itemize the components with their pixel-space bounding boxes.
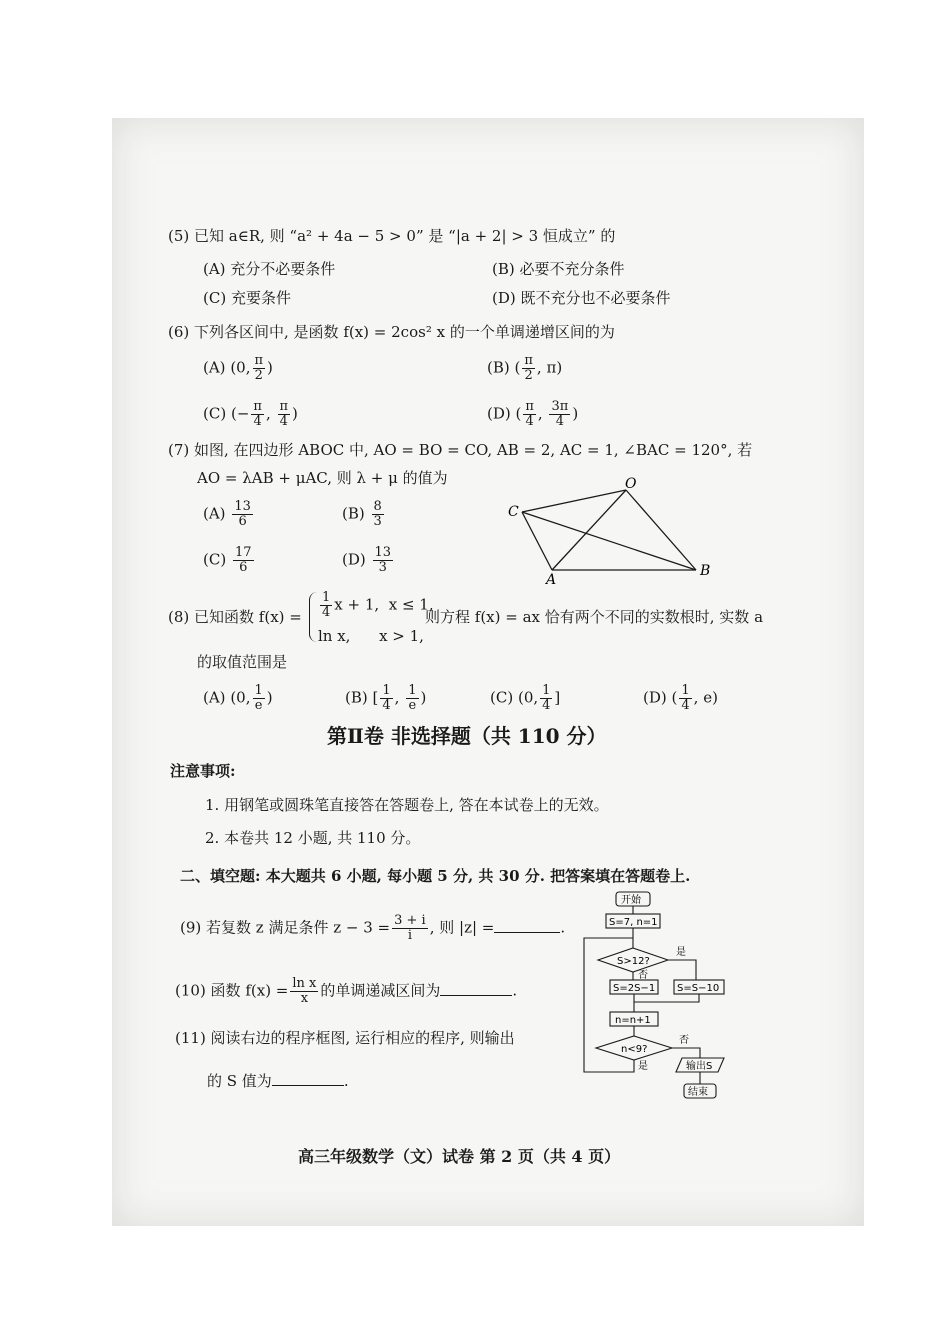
- q8-stem-post: 则方程 f(x) = ax 恰有两个不同的实数根时, 实数 a: [425, 608, 764, 626]
- q6-stem: (6) 下列各区间中, 是函数 f(x) = 2cos² x 的一个单调递增区间的为: [168, 323, 615, 341]
- fill-section-title: 二、填空题: 本大题共 6 小题, 每小题 5 分, 共 30 分. 把答案填在答题卷上.: [180, 867, 691, 885]
- fc-cond1-text: S>12?: [617, 956, 650, 967]
- q7-stem-line1: (7) 如图, 在四边形 ABOC 中, AO = BO = CO, AB = 2, AC = 1, ∠BAC = 120°, 若: [168, 441, 753, 459]
- piecewise-brace: [309, 592, 318, 642]
- q5-option-c: (C) 充要条件: [203, 289, 291, 307]
- fc-no2-text: 否: [679, 1035, 689, 1046]
- fc-output-text: 输出S: [686, 1061, 713, 1072]
- fc-cond2-text: n<9?: [621, 1044, 648, 1055]
- q8-case2: ln x, x > 1,: [318, 627, 424, 645]
- fc-yes1-text: 是: [676, 947, 686, 958]
- edge-co: [522, 490, 626, 512]
- q6-option-b: (B) ( $\frac{\pi}{2}$ , π): [487, 353, 563, 383]
- page-footer: 高三年级数学（文）试卷 第 2 页（共 4 页）: [298, 1147, 621, 1166]
- q10-answer-blank: [440, 995, 512, 996]
- q7-option-c: (C) $\frac{17}{6}$: [203, 545, 252, 575]
- fc-start-text: 开始: [621, 895, 641, 906]
- q5-option-b: (B) 必要不充分条件: [492, 260, 625, 278]
- fc-yes2-text: 是: [638, 1061, 648, 1072]
- fc-op-no-text: S=2S−1: [613, 983, 656, 994]
- fc-op-yes-text: S=S−10: [677, 983, 720, 994]
- label-b: B: [700, 563, 711, 579]
- q11-answer-blank: [272, 1085, 344, 1086]
- q8-case1: $\frac{1}{4}$ x + 1, x ≤ 1,: [322, 590, 434, 620]
- q7-stem-line2: AO = λAB + μAC, 则 λ + μ 的值为: [197, 469, 448, 487]
- q5-option-a: (A) 充分不必要条件: [203, 260, 336, 278]
- q7-option-d: (D) $\frac{13}{3}$: [342, 545, 392, 575]
- q8-option-c: (C) (0, $\frac{1}{4}$ ]: [490, 683, 561, 713]
- fc-end-text: 结束: [688, 1087, 708, 1098]
- label-o: O: [625, 476, 637, 492]
- q6-option-d: (D) ( $\frac{\pi}{4}$ , $\frac{3\pi}{4}$ ): [487, 399, 579, 429]
- label-c: C: [508, 504, 519, 520]
- q5-stem: (5) 已知 a∈R, 则 “a² + 4a − 5 > 0” 是 “|a + 2| > 3 恒成立” 的: [168, 227, 616, 245]
- note-1: 1. 用钢笔或圆珠笔直接答在答题卷上, 答在本试卷上的无效。: [205, 796, 609, 814]
- notes-title: 注意事项:: [170, 762, 236, 780]
- q8-option-d: (D) ( $\frac{1}{4}$ , e): [643, 683, 718, 713]
- note-2: 2. 本卷共 12 小题, 共 110 分。: [205, 829, 421, 847]
- part2-title: 第Ⅱ卷 非选择题（共 110 分）: [327, 724, 607, 748]
- q6-option-c: (C) (− $\frac{\pi}{4}$ , $\frac{\pi}{4}$ ): [203, 399, 298, 429]
- quadrilateral-figure: [500, 474, 720, 590]
- program-flowchart: [578, 888, 738, 1102]
- q11-line1: (11) 阅读右边的程序框图, 运行相应的程序, 则输出: [175, 1029, 515, 1047]
- q9-answer-blank: [494, 932, 560, 933]
- q9: (9) 若复数 z 满足条件 z − 3 = $\frac{3 + i}{i}$ , 则 |z| = .: [180, 913, 566, 943]
- q5-option-d: (D) 既不充分也不必要条件: [492, 289, 671, 307]
- q11-line2: 的 S 值为 .: [207, 1072, 349, 1090]
- q7-option-a: (A) $\frac{13}{6}$: [203, 499, 251, 529]
- q8-stem-line2: 的取值范围是: [197, 653, 288, 671]
- q8-option-a: (A) (0, $\frac{1}{e}$ ): [203, 683, 273, 713]
- diagonal-ao: [552, 490, 626, 570]
- fc-init-text: S=7, n=1: [609, 917, 658, 928]
- fc-inc-text: n=n+1: [615, 1015, 651, 1026]
- fc-no1-text: 否: [638, 970, 648, 981]
- exam-paper: [112, 118, 864, 1226]
- label-a: A: [546, 572, 557, 588]
- q8-option-b: (B) [ $\frac{1}{4}$ , $\frac{1}{e}$ ): [345, 683, 427, 713]
- q10: (10) 函数 f(x) = $\frac{\text{ln x}}{x}$ 的单调递减区间为 .: [175, 976, 518, 1006]
- q8-stem-pre: (8) 已知函数 f(x) =: [168, 608, 302, 626]
- q6-option-a: (A) (0, $\frac{\pi}{2}$ ): [203, 353, 273, 383]
- q7-option-b: (B) $\frac{8}{3}$: [342, 499, 382, 529]
